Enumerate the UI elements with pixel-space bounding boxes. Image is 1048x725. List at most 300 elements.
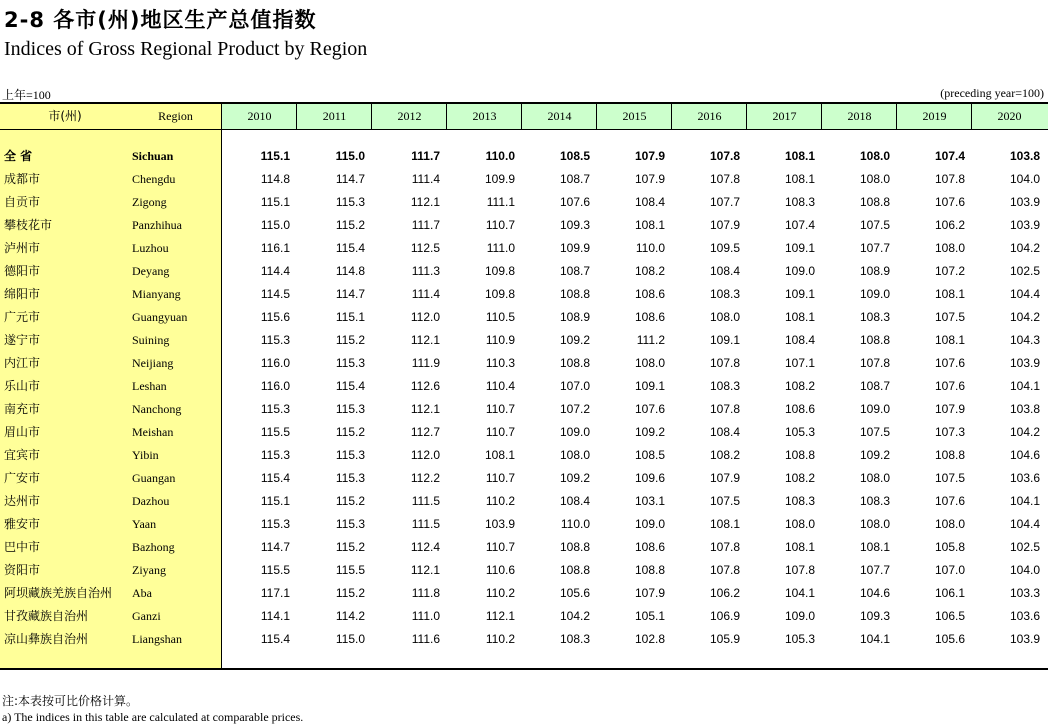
- index-value: 103.9: [484, 517, 515, 531]
- index-value: 110.5: [485, 310, 515, 324]
- index-value: 108.8: [634, 563, 665, 577]
- index-value: 110.7: [485, 402, 515, 416]
- region-name-en: Ganzi: [132, 609, 161, 623]
- index-value: 115.1: [335, 310, 365, 324]
- index-value: 108.0: [859, 172, 890, 186]
- year-header-divider: [971, 103, 972, 129]
- index-value: 111.2: [636, 333, 665, 347]
- index-value: 107.8: [859, 356, 890, 370]
- index-value: 115.2: [335, 333, 365, 347]
- index-value: 108.9: [559, 310, 590, 324]
- index-value: 112.1: [410, 333, 440, 347]
- index-value: 107.0: [934, 563, 965, 577]
- index-value: 115.3: [335, 448, 365, 462]
- index-value: 110.9: [485, 333, 515, 347]
- index-value: 107.8: [709, 149, 740, 163]
- index-value: 112.2: [410, 471, 440, 485]
- index-value: 108.4: [784, 333, 815, 347]
- region-name-en: Meishan: [132, 425, 174, 439]
- region-name-cn: 全 省: [4, 149, 33, 163]
- region-name-en: Sichuan: [132, 149, 174, 163]
- index-value: 107.8: [709, 540, 740, 554]
- index-value: 108.2: [784, 379, 815, 393]
- index-value: 109.0: [784, 264, 815, 278]
- index-value: 104.1: [784, 586, 815, 600]
- index-value: 112.1: [485, 609, 515, 623]
- year-header-divider: [746, 103, 747, 129]
- index-value: 110.4: [485, 379, 515, 393]
- index-value: 108.6: [634, 540, 665, 554]
- footnote-en: a) The indices in this table are calculated at comparable prices.: [2, 710, 304, 724]
- index-value: 114.5: [260, 287, 290, 301]
- index-value: 115.3: [260, 517, 290, 531]
- index-value: 115.3: [260, 448, 290, 462]
- header-region-en: Region: [158, 109, 193, 123]
- index-value: 115.4: [335, 241, 365, 255]
- index-value: 108.5: [634, 448, 665, 462]
- index-value: 103.6: [1009, 609, 1040, 623]
- index-value: 115.2: [335, 540, 365, 554]
- year-header: 2012: [397, 109, 422, 123]
- index-value: 104.3: [1009, 333, 1040, 347]
- index-value: 109.1: [784, 241, 815, 255]
- index-value: 106.2: [934, 218, 965, 232]
- index-value: 111.4: [411, 287, 440, 301]
- index-value: 108.6: [634, 287, 665, 301]
- bottom-rule: [0, 668, 1048, 670]
- index-value: 107.7: [709, 195, 740, 209]
- index-value: 108.0: [859, 517, 890, 531]
- index-value: 107.9: [709, 471, 740, 485]
- index-value: 110.0: [485, 149, 515, 163]
- index-value: 107.2: [559, 402, 590, 416]
- index-value: 104.1: [1009, 379, 1040, 393]
- index-value: 116.1: [260, 241, 290, 255]
- index-value: 115.2: [335, 425, 365, 439]
- index-value: 105.9: [709, 632, 740, 646]
- index-value: 105.6: [559, 586, 590, 600]
- year-header: 2020: [997, 109, 1022, 123]
- unit-note-en: (preceding year=100): [940, 86, 1044, 100]
- region-name-cn: 成都市: [4, 172, 41, 186]
- index-value: 108.7: [559, 264, 590, 278]
- region-name-cn: 自贡市: [4, 195, 41, 209]
- index-value: 108.2: [784, 471, 815, 485]
- index-value: 112.1: [410, 195, 440, 209]
- index-value: 108.6: [784, 402, 815, 416]
- index-value: 109.0: [634, 517, 665, 531]
- region-name-en: Guangan: [132, 471, 176, 485]
- index-value: 110.3: [485, 356, 515, 370]
- index-value: 109.3: [559, 218, 590, 232]
- index-value: 105.6: [934, 632, 965, 646]
- index-value: 107.6: [559, 195, 590, 209]
- region-name-cn: 乐山市: [4, 379, 41, 393]
- index-value: 108.1: [484, 448, 515, 462]
- index-value: 116.0: [260, 356, 290, 370]
- index-value: 104.6: [1009, 448, 1040, 462]
- index-value: 108.8: [934, 448, 965, 462]
- year-header-divider: [446, 103, 447, 129]
- index-value: 109.0: [559, 425, 590, 439]
- region-name-en: Guangyuan: [132, 310, 188, 324]
- region-name-en: Mianyang: [132, 287, 181, 301]
- index-value: 107.6: [934, 356, 965, 370]
- index-value: 115.0: [335, 149, 365, 163]
- index-value: 108.8: [559, 563, 590, 577]
- index-value: 110.0: [635, 241, 665, 255]
- year-header: 2018: [847, 109, 872, 123]
- index-value: 107.1: [784, 356, 815, 370]
- year-header: 2010: [247, 109, 272, 123]
- year-header: 2016: [697, 109, 722, 123]
- year-header: 2019: [922, 109, 947, 123]
- region-name-cn: 宜宾市: [4, 448, 41, 462]
- index-value: 109.0: [784, 609, 815, 623]
- index-value: 108.4: [709, 425, 740, 439]
- index-value: 115.4: [260, 471, 290, 485]
- index-value: 108.3: [709, 287, 740, 301]
- index-value: 109.2: [859, 448, 890, 462]
- index-value: 115.3: [335, 471, 365, 485]
- index-value: 110.2: [485, 494, 515, 508]
- index-value: 107.5: [709, 494, 740, 508]
- index-value: 104.1: [859, 632, 890, 646]
- index-value: 107.6: [934, 494, 965, 508]
- index-value: 111.6: [411, 632, 440, 646]
- unit-note-cn: 上年=100: [2, 88, 51, 102]
- index-value: 102.5: [1009, 540, 1040, 554]
- index-value: 108.8: [859, 333, 890, 347]
- year-header-divider: [896, 103, 897, 129]
- index-value: 108.1: [934, 287, 965, 301]
- index-value: 111.1: [486, 195, 515, 209]
- index-value: 115.5: [260, 563, 290, 577]
- index-value: 105.8: [934, 540, 965, 554]
- index-value: 103.3: [1009, 586, 1040, 600]
- region-name-cn: 眉山市: [4, 425, 41, 439]
- region-name-cn: 资阳市: [4, 563, 41, 577]
- index-value: 115.3: [335, 195, 365, 209]
- index-value: 117.1: [260, 586, 290, 600]
- year-header: 2017: [772, 109, 797, 123]
- index-value: 107.3: [934, 425, 965, 439]
- index-value: 104.0: [1009, 563, 1040, 577]
- top-rule: [0, 102, 1048, 104]
- region-name-cn: 阿坝藏族羌族自治州: [4, 586, 113, 600]
- year-header-divider: [521, 103, 522, 129]
- index-value: 104.0: [1009, 172, 1040, 186]
- index-value: 109.2: [559, 471, 590, 485]
- index-value: 108.8: [559, 540, 590, 554]
- index-value: 108.1: [784, 149, 815, 163]
- index-value: 109.5: [709, 241, 740, 255]
- index-value: 104.2: [559, 609, 590, 623]
- region-name-en: Suining: [132, 333, 170, 347]
- region-name-cn: 凉山彝族自治州: [4, 632, 89, 646]
- index-value: 105.1: [634, 609, 665, 623]
- region-name-en: Yaan: [132, 517, 157, 531]
- index-value: 108.0: [859, 149, 890, 163]
- index-value: 107.6: [934, 379, 965, 393]
- index-value: 107.9: [634, 149, 665, 163]
- index-value: 109.2: [559, 333, 590, 347]
- index-value: 107.5: [934, 310, 965, 324]
- year-header-divider: [821, 103, 822, 129]
- region-name-cn: 攀枝花市: [4, 218, 53, 232]
- index-value: 102.8: [634, 632, 665, 646]
- index-value: 112.7: [410, 425, 440, 439]
- index-value: 108.8: [784, 448, 815, 462]
- index-value: 115.4: [335, 379, 365, 393]
- region-name-cn: 南充市: [4, 402, 41, 416]
- region-name-en: Panzhihua: [132, 218, 182, 232]
- year-header: 2013: [472, 109, 497, 123]
- index-value: 108.3: [859, 310, 890, 324]
- index-value: 110.2: [485, 632, 515, 646]
- index-value: 108.1: [784, 172, 815, 186]
- index-value: 107.7: [859, 241, 890, 255]
- region-name-cn: 广安市: [4, 471, 41, 485]
- year-header: 2015: [622, 109, 647, 123]
- index-value: 110.7: [485, 540, 515, 554]
- year-header-divider: [296, 103, 297, 129]
- index-value: 107.5: [859, 218, 890, 232]
- index-value: 109.3: [859, 609, 890, 623]
- index-value: 104.6: [859, 586, 890, 600]
- index-value: 109.1: [784, 287, 815, 301]
- index-value: 108.7: [859, 379, 890, 393]
- index-value: 111.5: [411, 494, 440, 508]
- index-value: 110.6: [485, 563, 515, 577]
- index-value: 109.1: [709, 333, 740, 347]
- region-name-cn: 广元市: [4, 310, 41, 324]
- index-value: 108.0: [634, 356, 665, 370]
- index-value: 106.9: [709, 609, 740, 623]
- year-header: 2011: [322, 109, 347, 123]
- index-value: 107.4: [784, 218, 815, 232]
- index-value: 115.1: [260, 195, 290, 209]
- index-value: 115.0: [260, 218, 290, 232]
- index-value: 115.3: [335, 402, 365, 416]
- index-value: 108.1: [784, 540, 815, 554]
- index-value: 112.5: [410, 241, 440, 255]
- index-value: 108.2: [634, 264, 665, 278]
- index-value: 109.6: [634, 471, 665, 485]
- index-value: 115.3: [335, 517, 365, 531]
- footnote-cn: 注:本表按可比价格计算。: [2, 694, 139, 708]
- index-value: 104.4: [1009, 517, 1040, 531]
- index-value: 109.0: [859, 287, 890, 301]
- index-value: 103.9: [1009, 218, 1040, 232]
- index-value: 114.2: [335, 609, 365, 623]
- index-value: 107.8: [709, 172, 740, 186]
- index-value: 107.8: [709, 356, 740, 370]
- index-value: 107.9: [934, 402, 965, 416]
- index-value: 115.2: [335, 586, 365, 600]
- year-header: 2014: [547, 109, 572, 123]
- index-value: 109.2: [634, 425, 665, 439]
- index-value: 110.7: [485, 425, 515, 439]
- region-name-en: Nanchong: [132, 402, 182, 416]
- index-value: 108.0: [784, 517, 815, 531]
- index-value: 105.3: [784, 632, 815, 646]
- index-value: 104.2: [1009, 310, 1040, 324]
- index-value: 114.8: [335, 264, 365, 278]
- index-value: 103.9: [1009, 195, 1040, 209]
- index-value: 112.0: [410, 310, 440, 324]
- index-value: 102.5: [1009, 264, 1040, 278]
- index-value: 108.1: [859, 540, 890, 554]
- index-value: 108.3: [784, 494, 815, 508]
- index-value: 108.6: [634, 310, 665, 324]
- index-value: 114.4: [260, 264, 290, 278]
- region-name-en: Zigong: [132, 195, 167, 209]
- index-value: 107.5: [859, 425, 890, 439]
- region-name-cn: 绵阳市: [4, 287, 41, 301]
- index-value: 109.8: [484, 264, 515, 278]
- index-value: 107.9: [634, 172, 665, 186]
- index-value: 115.3: [260, 402, 290, 416]
- index-value: 115.5: [335, 563, 365, 577]
- index-value: 115.1: [260, 494, 290, 508]
- index-value: 110.2: [485, 586, 515, 600]
- index-value: 111.0: [486, 241, 515, 255]
- index-value: 108.0: [559, 448, 590, 462]
- index-value: 115.3: [335, 356, 365, 370]
- index-value: 108.4: [709, 264, 740, 278]
- index-value: 105.3: [784, 425, 815, 439]
- index-value: 111.9: [411, 356, 440, 370]
- region-name-en: Aba: [132, 586, 152, 600]
- region-name-cn: 雅安市: [4, 517, 41, 531]
- region-name-en: Liangshan: [132, 632, 182, 646]
- index-value: 107.2: [934, 264, 965, 278]
- index-value: 110.7: [485, 218, 515, 232]
- index-value: 116.0: [260, 379, 290, 393]
- region-name-en: Deyang: [132, 264, 170, 278]
- index-value: 106.5: [934, 609, 965, 623]
- page-title-cn: 2-8 各市(州)地区生产总值指数: [4, 8, 317, 32]
- index-value: 103.9: [1009, 356, 1040, 370]
- region-name-en: Luzhou: [132, 241, 169, 255]
- index-value: 108.1: [934, 333, 965, 347]
- index-value: 107.6: [634, 402, 665, 416]
- index-value: 115.6: [260, 310, 290, 324]
- page-title-en: Indices of Gross Regional Product by Region: [4, 38, 368, 60]
- index-value: 111.7: [411, 218, 440, 232]
- index-value: 108.1: [634, 218, 665, 232]
- index-value: 110.0: [560, 517, 590, 531]
- index-value: 114.1: [260, 609, 290, 623]
- index-value: 107.8: [784, 563, 815, 577]
- index-value: 108.8: [559, 287, 590, 301]
- index-value: 109.9: [559, 241, 590, 255]
- index-value: 114.7: [335, 287, 365, 301]
- index-value: 108.0: [934, 517, 965, 531]
- index-value: 109.8: [484, 287, 515, 301]
- index-value: 103.1: [634, 494, 665, 508]
- index-value: 104.2: [1009, 425, 1040, 439]
- index-value: 103.8: [1009, 402, 1040, 416]
- index-value: 115.2: [335, 218, 365, 232]
- index-value: 112.6: [410, 379, 440, 393]
- region-name-cn: 巴中市: [4, 540, 41, 554]
- index-value: 109.0: [859, 402, 890, 416]
- index-value: 107.8: [934, 172, 965, 186]
- region-name-cn: 内江市: [4, 356, 41, 370]
- index-value: 108.3: [709, 379, 740, 393]
- index-value: 107.9: [634, 586, 665, 600]
- index-value: 108.0: [934, 241, 965, 255]
- index-value: 114.8: [260, 172, 290, 186]
- region-name-cn: 德阳市: [4, 264, 41, 278]
- index-value: 111.0: [411, 609, 440, 623]
- index-value: 103.8: [1009, 149, 1040, 163]
- index-value: 108.2: [709, 448, 740, 462]
- region-name-cn: 达州市: [4, 494, 41, 508]
- index-value: 115.3: [260, 333, 290, 347]
- index-value: 111.7: [411, 149, 440, 163]
- index-value: 114.7: [335, 172, 365, 186]
- index-value: 108.4: [634, 195, 665, 209]
- index-value: 108.1: [709, 517, 740, 531]
- index-value: 112.4: [410, 540, 440, 554]
- index-value: 104.2: [1009, 241, 1040, 255]
- index-value: 108.8: [859, 195, 890, 209]
- index-value: 107.6: [934, 195, 965, 209]
- index-value: 108.8: [559, 356, 590, 370]
- index-value: 112.0: [410, 448, 440, 462]
- index-value: 107.0: [559, 379, 590, 393]
- index-value: 109.9: [484, 172, 515, 186]
- index-value: 115.2: [335, 494, 365, 508]
- region-name-en: Leshan: [132, 379, 167, 393]
- index-value: 104.1: [1009, 494, 1040, 508]
- index-value: 108.0: [859, 471, 890, 485]
- region-divider: [221, 103, 222, 669]
- index-value: 108.9: [859, 264, 890, 278]
- index-value: 112.1: [410, 563, 440, 577]
- index-value: 107.9: [709, 218, 740, 232]
- index-value: 107.4: [934, 149, 965, 163]
- index-value: 111.3: [411, 264, 440, 278]
- index-value: 115.1: [260, 149, 290, 163]
- index-value: 115.0: [335, 632, 365, 646]
- index-value: 108.4: [559, 494, 590, 508]
- index-value: 107.5: [934, 471, 965, 485]
- region-name-en: Neijiang: [132, 356, 174, 370]
- index-value: 108.3: [559, 632, 590, 646]
- index-value: 108.1: [784, 310, 815, 324]
- region-name-en: Bazhong: [132, 540, 175, 554]
- region-name-cn: 甘孜藏族自治州: [4, 609, 89, 623]
- index-value: 115.5: [260, 425, 290, 439]
- year-header-divider: [671, 103, 672, 129]
- index-value: 115.4: [260, 632, 290, 646]
- index-value: 112.1: [410, 402, 440, 416]
- index-value: 111.4: [411, 172, 440, 186]
- index-value: 111.5: [411, 517, 440, 531]
- index-value: 114.7: [260, 540, 290, 554]
- year-header-divider: [596, 103, 597, 129]
- index-value: 103.9: [1009, 632, 1040, 646]
- region-name-en: Ziyang: [132, 563, 166, 577]
- index-value: 107.8: [709, 563, 740, 577]
- index-value: 108.5: [559, 149, 590, 163]
- region-name-en: Dazhou: [132, 494, 170, 508]
- index-value: 104.4: [1009, 287, 1040, 301]
